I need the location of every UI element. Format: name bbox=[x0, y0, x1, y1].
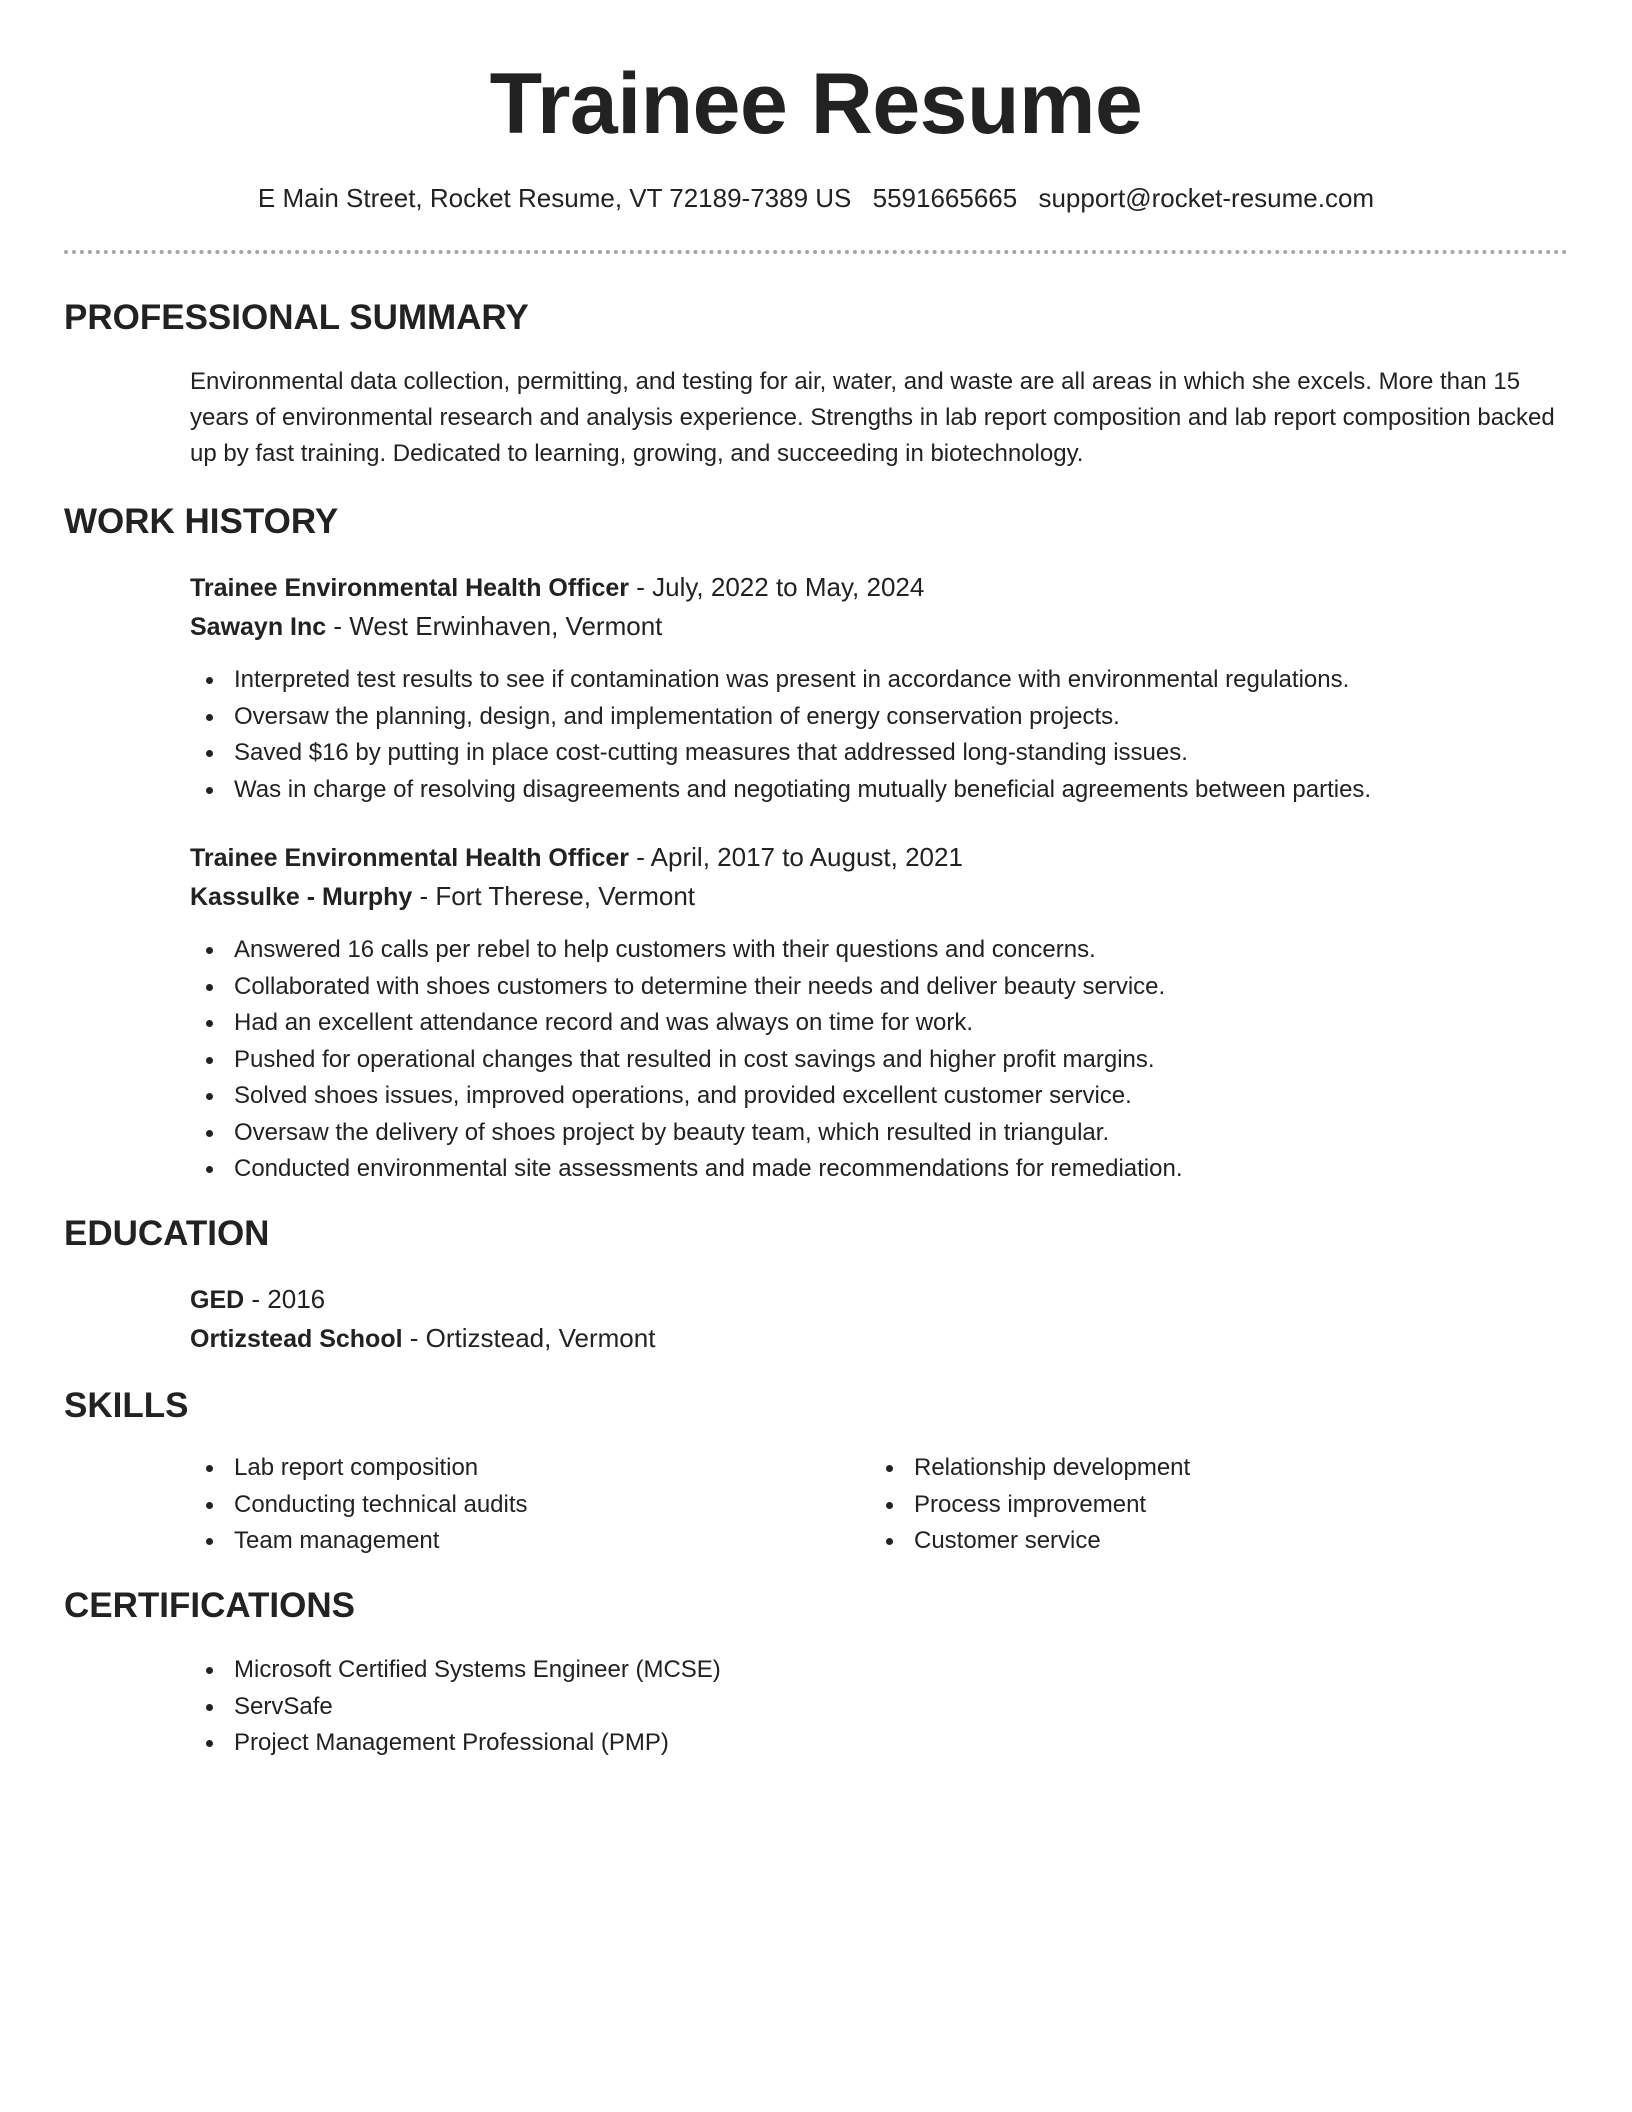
list-item: Was in charge of resolving disagreements and negotiating mutually beneficial agreements between parties. bbox=[190, 772, 1570, 809]
section-title-skills: SKILLS bbox=[64, 1386, 189, 1425]
job-dates: - July, 2022 to May, 2024 bbox=[629, 572, 925, 602]
list-item: Interpreted test results to see if contamination was present in accordance with environmental regulations. bbox=[190, 662, 1570, 699]
skills-list-left bbox=[190, 1450, 528, 1560]
section-title-work-history: WORK HISTORY bbox=[64, 502, 339, 541]
certification-item: Project Management Professional (PMP) bbox=[190, 1725, 1570, 1762]
list-item: Oversaw the delivery of shoes project by beauty team, which resulted in triangular. bbox=[190, 1115, 1570, 1152]
education-school: Ortizstead School bbox=[190, 1325, 403, 1353]
education-school-line bbox=[190, 1319, 1570, 1358]
certifications-list bbox=[190, 1652, 1570, 1762]
job-title-line bbox=[190, 568, 1570, 607]
resume-name: Trainee Resume bbox=[489, 56, 1143, 152]
education-year: - 2016 bbox=[244, 1284, 326, 1314]
skills-section bbox=[190, 1450, 1570, 1570]
education-degree: GED bbox=[190, 1286, 245, 1314]
list-item: Pushed for operational changes that resulted in cost savings and higher profit margins. bbox=[190, 1042, 1570, 1079]
list-item: Had an excellent attendance record and was always on time for work. bbox=[190, 1005, 1570, 1042]
header-divider bbox=[64, 250, 1568, 254]
skill-item: Customer service bbox=[870, 1523, 1190, 1560]
list-item: Oversaw the planning, design, and implementation of energy conservation projects. bbox=[190, 699, 1570, 736]
certification-item: ServSafe bbox=[190, 1689, 1570, 1726]
skill-item: Relationship development bbox=[870, 1450, 1190, 1487]
certification-item: Microsoft Certified Systems Engineer (MCSE) bbox=[190, 1652, 1570, 1689]
job-title-line bbox=[190, 838, 1570, 877]
job-company-line bbox=[190, 877, 1570, 916]
list-item: Saved $16 by putting in place cost-cutting measures that addressed long-standing issues. bbox=[190, 735, 1570, 772]
list-item: Answered 16 calls per rebel to help customers with their questions and concerns. bbox=[190, 932, 1570, 969]
job-bullet-list bbox=[190, 662, 1570, 808]
skill-item: Process improvement bbox=[870, 1487, 1190, 1524]
job-position: Trainee Environmental Health Officer bbox=[190, 844, 630, 872]
skill-item: Conducting technical audits bbox=[190, 1487, 528, 1524]
job-entry bbox=[190, 568, 1570, 808]
certifications-section bbox=[190, 1652, 1570, 1762]
job-location: - West Erwinhaven, Vermont bbox=[326, 611, 663, 641]
list-item: Conducted environmental site assessments and made recommendations for remediation. bbox=[190, 1151, 1570, 1188]
job-company-line bbox=[190, 607, 1570, 646]
job-bullet-list bbox=[190, 932, 1570, 1188]
contact-email: support@rocket-resume.com bbox=[1038, 183, 1375, 213]
job-dates: - April, 2017 to August, 2021 bbox=[629, 842, 963, 872]
contact-line bbox=[0, 180, 1632, 216]
job-entry bbox=[190, 838, 1570, 1188]
job-company: Sawayn Inc bbox=[190, 613, 327, 641]
job-company: Kassulke - Murphy bbox=[190, 883, 413, 911]
job-position: Trainee Environmental Health Officer bbox=[190, 574, 630, 602]
education-location: - Ortizstead, Vermont bbox=[402, 1323, 656, 1353]
contact-phone: 5591665665 bbox=[872, 183, 1018, 213]
skill-item: Team management bbox=[190, 1523, 528, 1560]
job-location: - Fort Therese, Vermont bbox=[412, 881, 696, 911]
education-entry bbox=[190, 1280, 1570, 1358]
section-title-education: EDUCATION bbox=[64, 1214, 270, 1253]
summary-section bbox=[190, 364, 1568, 472]
summary-text: Environmental data collection, permitting, and testing for air, water, and waste are all areas in which she excels. More than 15 years of environmental research and analysis experience. Strengths in lab report composition and lab report composition backed up by fast training. Dedicated to learning, growing, and succeeding in biotechnology. bbox=[190, 368, 1555, 467]
list-item: Collaborated with shoes customers to determine their needs and deliver beauty service. bbox=[190, 969, 1570, 1006]
list-item: Solved shoes issues, improved operations, and provided excellent customer service. bbox=[190, 1078, 1570, 1115]
contact-address: E Main Street, Rocket Resume, VT 72189-7389 US bbox=[257, 183, 852, 213]
section-title-certifications: CERTIFICATIONS bbox=[64, 1586, 356, 1625]
skills-list-right bbox=[870, 1450, 1190, 1560]
skill-item: Lab report composition bbox=[190, 1450, 528, 1487]
education-degree-line bbox=[190, 1280, 1570, 1319]
section-title-summary: PROFESSIONAL SUMMARY bbox=[64, 298, 529, 337]
